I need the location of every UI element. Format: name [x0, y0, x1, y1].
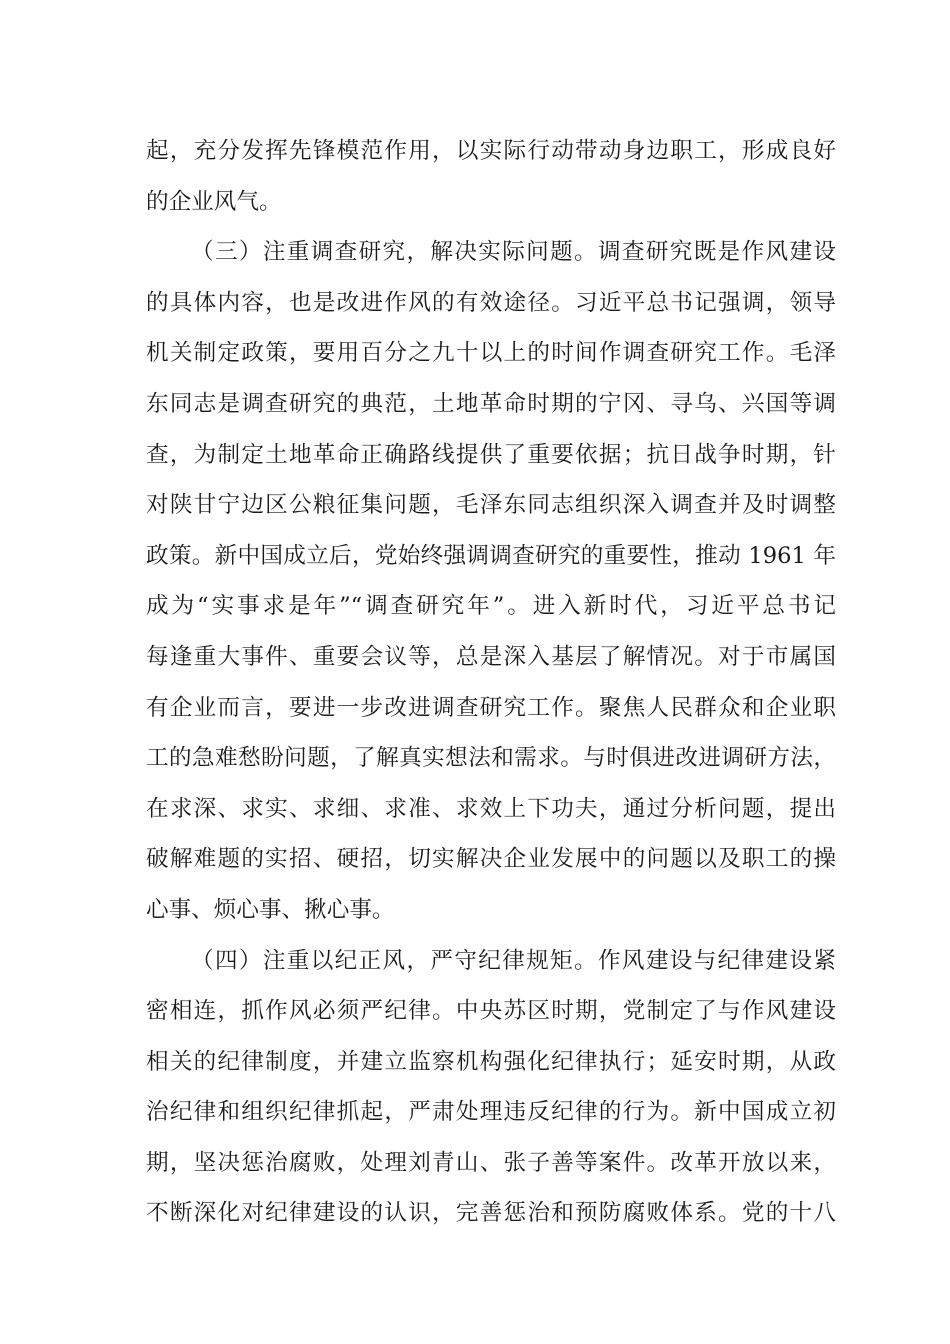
text-line: 政策。新中国成立后，党始终强调调查研究的重要性，推动 1961 年	[146, 542, 836, 569]
paragraph-section-3	[146, 227, 836, 935]
text-line: 不断深化对纪律建设的认识，完善惩治和预防腐败体系。党的十八	[146, 1200, 836, 1227]
text-line: 治纪律和组织纪律抓起，严肃处理违反纪律的行为。新中国成立初	[146, 1099, 836, 1126]
text-line: 心事、烦心事、揪心事。	[146, 896, 395, 923]
text-line: 工的急难愁盼问题，了解真实想法和需求。与时俱进改进调研方法，	[146, 745, 836, 772]
paragraph-section-4	[146, 936, 836, 1240]
paragraph-continued	[146, 126, 836, 227]
text-line: 起，充分发挥先锋模范作用，以实际行动带动身边职工，形成良好	[146, 138, 836, 164]
text-line: 相关的纪律制度，并建立监察机构强化纪律执行；延安时期，从政	[146, 1048, 836, 1075]
text-line: 对陕甘宁边区公粮征集问题，毛泽东同志组织深入调查并及时调整	[146, 492, 836, 519]
paragraph-heading-line: （四）注重以纪正风，严守纪律规矩。作风建设与纪律建设紧	[191, 947, 836, 974]
text-line: 机关制定政策，要用百分之九十以上的时间作调查研究工作。毛泽	[146, 340, 836, 367]
text-line: 的企业风气。	[146, 188, 282, 215]
text-line: 每逢重大事件、重要会议等，总是深入基层了解情况。对于市属国	[146, 643, 836, 670]
body-text	[146, 126, 836, 1239]
text-line: 查，为制定土地革命正确路线提供了重要依据；抗日战争时期，针	[146, 441, 836, 468]
paragraph-heading-line: （三）注重调查研究，解决实际问题。调查研究既是作风建设	[191, 239, 836, 266]
text-line: 的具体内容，也是改进作风的有效途径。习近平总书记强调，领导	[146, 289, 836, 316]
text-line: 破解难题的实招、硬招，切实解决企业发展中的问题以及职工的操	[146, 846, 836, 873]
text-line: 东同志是调查研究的典范，土地革命时期的宁冈、寻乌、兴国等调	[146, 390, 836, 417]
text-line: 期，坚决惩治腐败，处理刘青山、张子善等案件。改革开放以来，	[146, 1149, 836, 1176]
text-line: 密相连，抓作风必须严纪律。中央苏区时期，党制定了与作风建设	[146, 998, 836, 1025]
text-line: 在求深、求实、求细、求准、求效上下功夫，通过分析问题，提出	[146, 795, 836, 822]
text-line: 有企业而言，要进一步改进调查研究工作。聚焦人民群众和企业职	[146, 694, 836, 721]
text-line: 成为“实事求是年”“调查研究年”。进入新时代，习近平总书记	[146, 593, 836, 620]
